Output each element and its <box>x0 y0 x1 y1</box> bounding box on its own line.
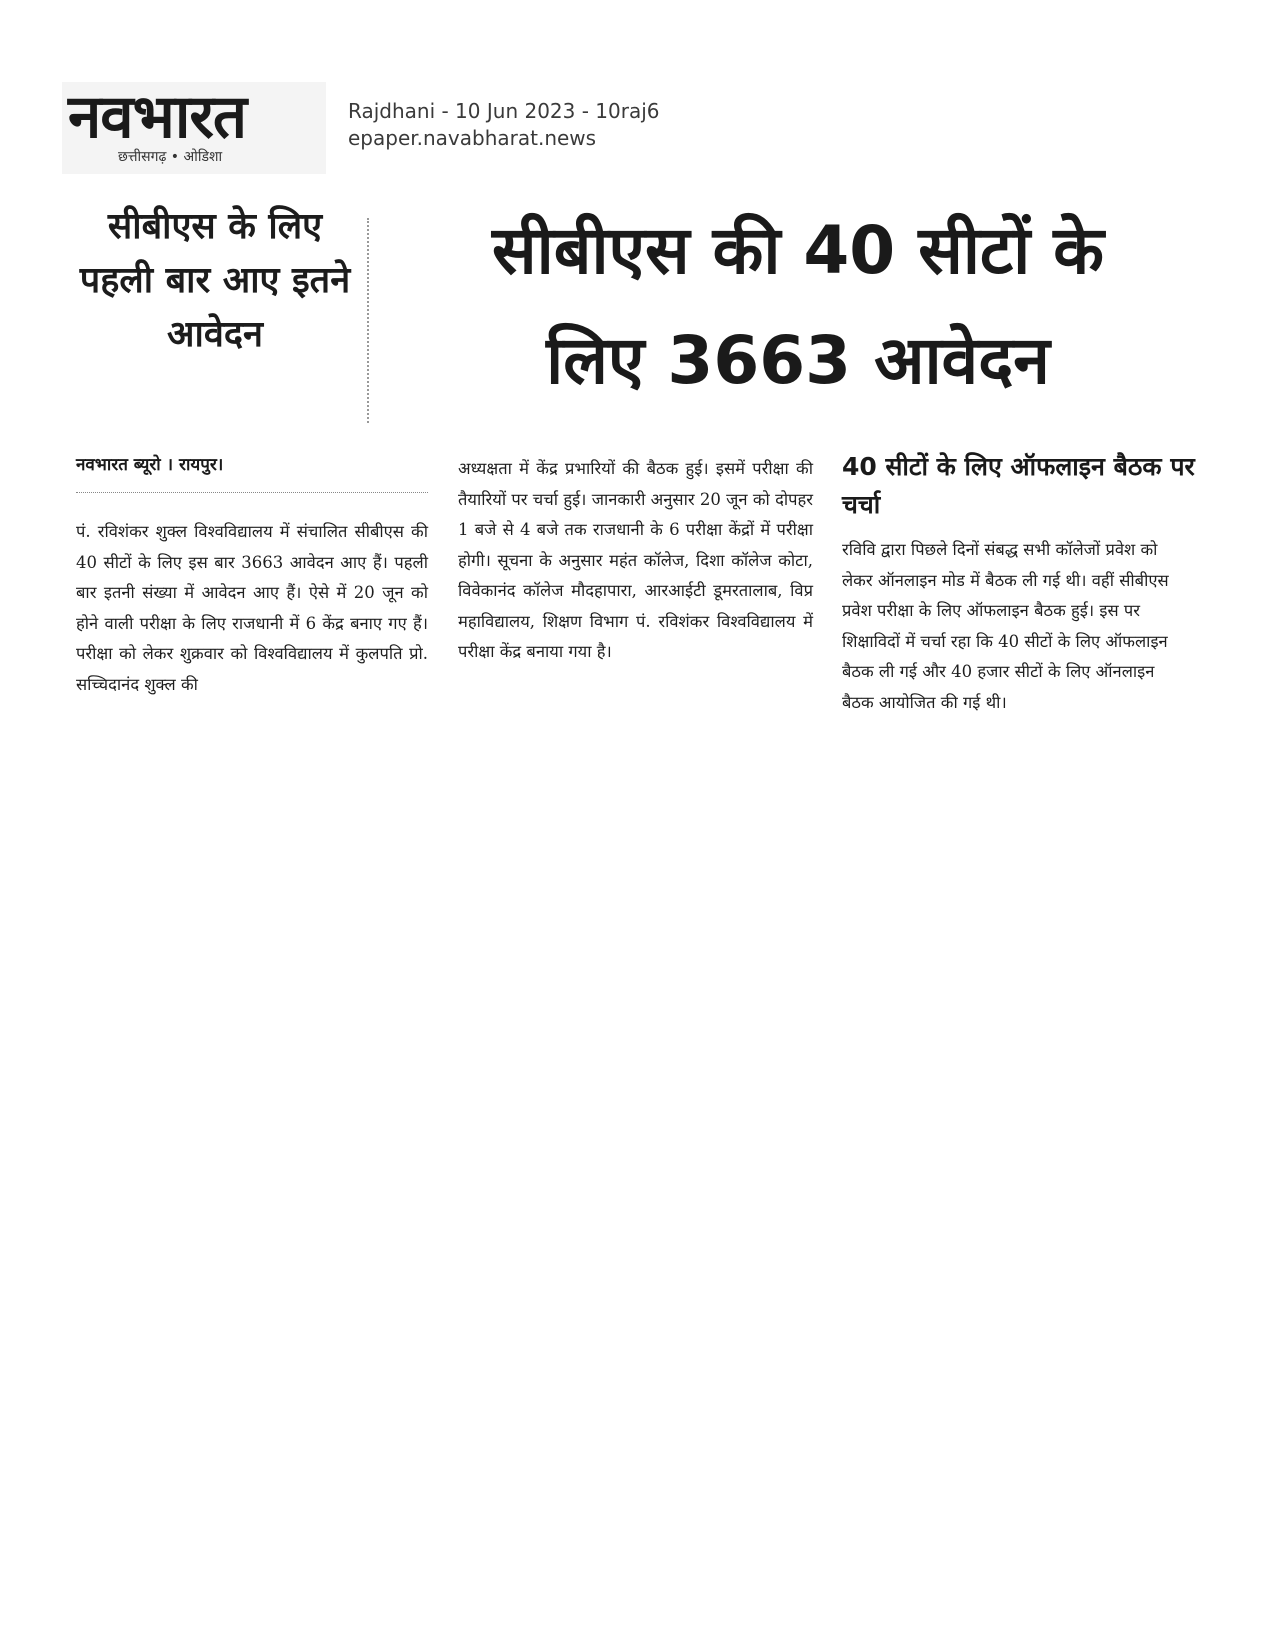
byline: नवभारत ब्यूरो । रायपुर। <box>76 452 428 493</box>
main-headline-line-2: लिए 3663 आवेदन <box>546 322 1050 399</box>
edition-date-line: Rajdhani - 10 Jun 2023 - 10raj6 <box>348 99 660 123</box>
main-headline-line-1: सीबीएस की 40 सीटों के <box>492 212 1104 289</box>
newspaper-logo: नवभारत <box>68 82 247 152</box>
sub-headline: 40 सीटों के लिए ऑफलाइन बैठक पर चर्चा <box>842 452 1195 519</box>
edition-meta <box>348 98 660 152</box>
vertical-divider <box>367 218 369 423</box>
edition-regions: छत्तीसगढ़ • ओडिशा <box>118 149 223 165</box>
article-column-1: पं. रविशंकर शुक्ल विश्वविद्यालय में संचालित सीबीएस की 40 सीटों के लिए इस बार 3663 आवेदन आए हैं। पहली बार इतनी संख्या में आवेदन आए हैं। ऐसे में 20 जून को होने वाली परीक्षा के लिए राजधानी में 6 केंद्र बनाए गए हैं। परीक्षा को लेकर शुक्रवार को विश्वविद्यालय में कुलपति प्रो. सच्चिदानंद शुक्ल की <box>76 522 428 694</box>
side-headline: सीबीएस के लिए पहली बार आए इतने आवेदन <box>79 206 351 355</box>
article-column-2: अध्यक्षता में केंद्र प्रभारियों की बैठक हुई। इसमें परीक्षा की तैयारियों पर चर्चा हुई। जानकारी अनुसार 20 जून को दोपहर 1 बजे से 4 बजे तक राजधानी के 6 परीक्षा केंद्रों में परीक्षा होगी। सूचना के अनुसार महंत कॉलेज, दिशा कॉलेज कोटा, विवेकानंद कॉलेज मौदहापारा, आरआईटी डूमरतालाब, विप्र महाविद्यालय, शिक्षण विभाग पं. रविशंकर विश्वविद्यालय में परीक्षा केंद्र बनाया गया है। <box>458 459 813 661</box>
epaper-url: epaper.navabharat.news <box>348 126 597 150</box>
main-headline <box>378 196 1218 416</box>
newspaper-masthead <box>62 82 326 174</box>
article-column-3: रविवि द्वारा पिछले दिनों संबद्ध सभी कॉलेजों प्रवेश को लेकर ऑनलाइन मोड में बैठक ली गई थी। वहीं सीबीएस प्रवेश परीक्षा के लिए ऑफलाइन बैठक हुई। इस पर शिक्षाविदों में चर्चा रहा कि 40 सीटों के लिए ऑफलाइन बैठक ली गई और 40 हजार सीटों के लिए ऑनलाइन बैठक आयोजित की गई थी। <box>842 540 1169 712</box>
